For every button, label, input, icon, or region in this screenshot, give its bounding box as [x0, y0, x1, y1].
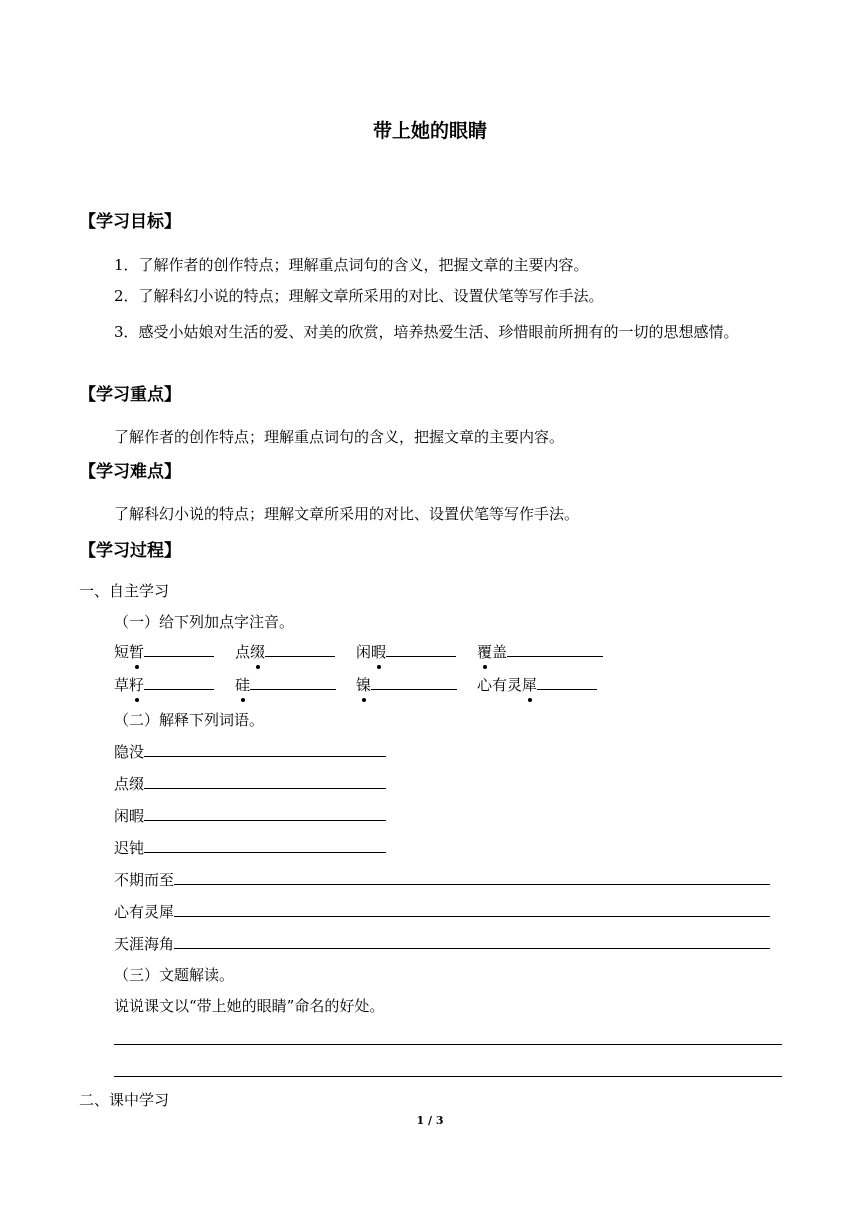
page-title: 带上她的眼睛: [372, 120, 487, 142]
dotted-char: 暂: [129, 643, 145, 661]
term-line: 天涯海角: [114, 932, 770, 954]
page-number: 1 / 3: [416, 1114, 444, 1127]
key-points-heading: 【学习重点】: [79, 385, 181, 405]
dotted-char: 硅: [235, 676, 251, 694]
answer-blank[interactable]: [174, 932, 770, 949]
pinyin-item: 点缀: [235, 640, 335, 662]
term-line: 隐没: [114, 740, 386, 762]
difficulties-heading: 【学习难点】: [79, 462, 181, 482]
answer-blank[interactable]: [265, 640, 335, 657]
answer-blank[interactable]: [144, 673, 214, 690]
pinyin-item: 草籽: [114, 673, 214, 695]
pinyin-item: 覆盖: [477, 640, 603, 662]
dotted-char: 籽: [129, 676, 145, 694]
answer-line[interactable]: [114, 1044, 782, 1045]
pinyin-item: [235, 673, 336, 695]
dotted-char: 镍: [356, 676, 372, 694]
answer-blank[interactable]: [371, 673, 457, 690]
answer-blank[interactable]: [144, 804, 386, 821]
dotted-char: 覆: [477, 643, 493, 661]
term-line: 迟钝: [114, 836, 386, 858]
subsection-definitions: （二）解释下列词语。: [114, 711, 265, 729]
answer-blank[interactable]: [174, 900, 770, 917]
objectives-heading: 【学习目标】: [79, 212, 181, 232]
pinyin-item: 心有灵犀: [477, 673, 597, 695]
dotted-char: 缀: [250, 643, 266, 661]
subsection-title-analysis: （三）文题解读。: [114, 966, 235, 984]
pinyin-item: [356, 673, 457, 695]
answer-blank[interactable]: [144, 740, 386, 757]
objective-item: 1．了解作者的创作特点；理解重点词句的含义，把握文章的主要内容。: [114, 256, 589, 274]
section-self-study: 一、自主学习: [79, 582, 170, 600]
term-line: 不期而至: [114, 868, 770, 890]
difficulties-text: 了解科幻小说的特点；理解文章所采用的对比、设置伏笔等写作手法。: [114, 505, 580, 523]
objective-item: 2．了解科幻小说的特点；理解文章所采用的对比、设置伏笔等写作手法。: [114, 287, 604, 305]
answer-blank[interactable]: [537, 673, 597, 690]
term-line: 点缀: [114, 772, 386, 794]
answer-blank[interactable]: [144, 836, 386, 853]
answer-line[interactable]: [114, 1076, 782, 1077]
pinyin-item: 闲暇: [356, 640, 456, 662]
question-text: 说说课文以“带上她的眼睛”命名的好处。: [114, 997, 385, 1015]
answer-blank[interactable]: [386, 640, 456, 657]
answer-blank[interactable]: [507, 640, 603, 657]
answer-blank[interactable]: [144, 772, 386, 789]
answer-blank[interactable]: [144, 640, 214, 657]
answer-blank[interactable]: [174, 868, 770, 885]
pinyin-item: 短暂: [114, 640, 214, 662]
dotted-char: 暇: [371, 643, 387, 661]
process-heading: 【学习过程】: [79, 541, 181, 561]
objective-item: 3．感受小姑娘对生活的爱、对美的欣赏，培养热爱生活、珍惜眼前所拥有的一切的思想感情。: [114, 323, 739, 341]
section-in-class: 二、课中学习: [79, 1091, 170, 1109]
key-points-text: 了解作者的创作特点；理解重点词句的含义，把握文章的主要内容。: [114, 428, 565, 446]
subsection-pinyin: （一）给下列加点字注音。: [114, 613, 295, 631]
term-line: 闲暇: [114, 804, 386, 826]
answer-blank[interactable]: [250, 673, 336, 690]
dotted-char: 犀: [522, 676, 538, 694]
term-line: 心有灵犀: [114, 900, 770, 922]
